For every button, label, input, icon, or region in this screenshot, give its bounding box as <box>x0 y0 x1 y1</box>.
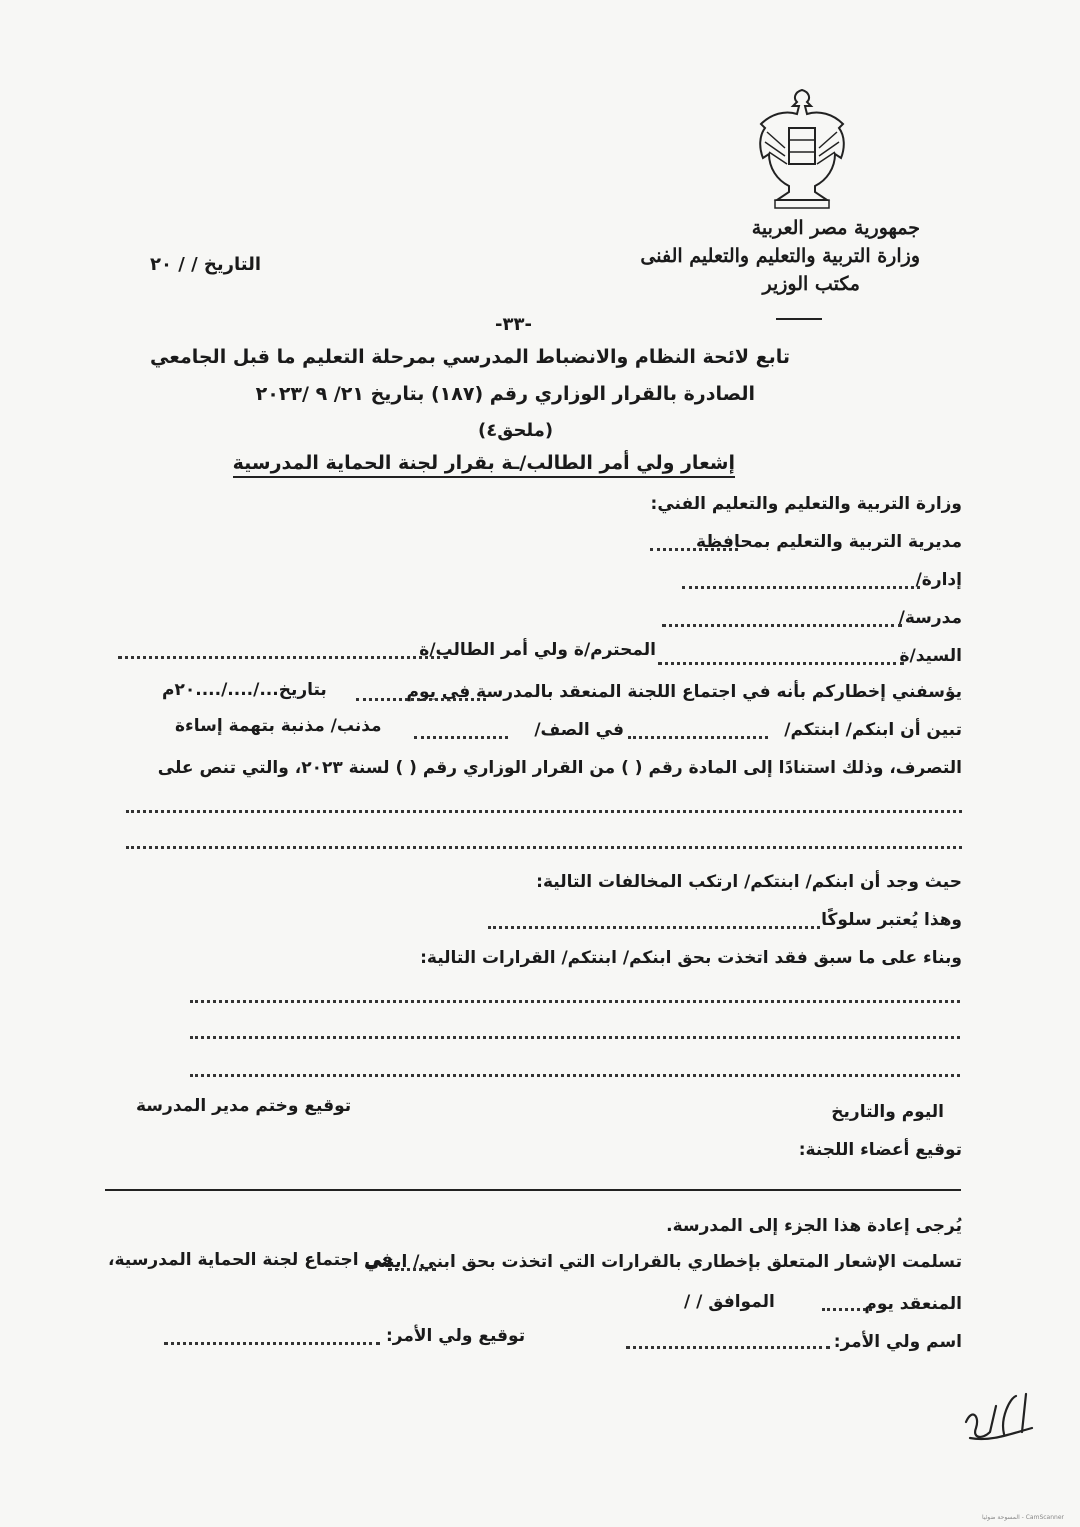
ministry-line-2: وزارة التربية والتعليم والتعليم الفنى <box>640 245 920 267</box>
decisions-line: وبناء على ما سبق فقد اتخذت بحق ابنكم/ ابنتكم/ القرارات التالية: <box>420 948 962 968</box>
considered-label: وهذا يُعتبر سلوكًا <box>821 910 962 930</box>
administration-label: إدارة/ <box>915 570 962 590</box>
mr-label: السيد/ة <box>899 646 962 666</box>
scanner-watermark: CamScanner - المسوحة ضوئيا <box>982 1514 1064 1521</box>
subject-title: إشعار ولي أمر الطالب/ـة بقرار لجنة الحماية المدرسية <box>233 452 735 478</box>
guardian-name-field[interactable] <box>626 1346 830 1349</box>
cut-line <box>105 1189 961 1191</box>
annex-label: (ملحق٤) <box>478 420 554 441</box>
decision-field-1[interactable] <box>190 1000 960 1003</box>
guardian-name-label: اسم ولي الأمر: <box>833 1332 962 1352</box>
respected-label: المحترم/ة ولي أمر الطالب/ة <box>419 640 656 660</box>
title-line-2: الصادرة بالقرار الوزاري رقم (١٨٧) بتاريخ ٢١/ ٩ /٢٠٢٣ <box>255 383 755 405</box>
directorate-label: مديرية التربية والتعليم بمحافظة <box>695 532 962 552</box>
meeting-label: في اجتماع لجنة الحماية المدرسية، <box>108 1250 393 1270</box>
eagle-emblem-icon <box>755 88 849 212</box>
decision-field-3[interactable] <box>190 1074 960 1077</box>
return-note: يُرجى إعادة هذا الجزء إلى المدرسة. <box>666 1216 962 1236</box>
son-name-field[interactable] <box>628 736 768 739</box>
student-name-field[interactable] <box>118 656 448 659</box>
page-number: -٣٣- <box>495 314 532 335</box>
text-field-1[interactable] <box>126 810 962 813</box>
ministry-header <box>640 214 920 298</box>
received-label: تسلمت الإشعار المتعلق بإخطاري بالقرارات التي اتخذت بحق ابني/ ابنتي <box>364 1252 962 1272</box>
ministry-line-3: مكتب الوزير <box>762 273 860 295</box>
day-date-label: اليوم والتاريخ <box>831 1102 944 1122</box>
committee-sign-label: توقيع أعضاء اللجنة: <box>798 1140 962 1160</box>
date-field: التاريخ / / ٢٠ <box>150 254 262 275</box>
guardian-sign-label: توقيع ولي الأمر: <box>386 1326 526 1346</box>
violations-line: حيث وجد أن ابنكم/ ابنتكم/ ارتكب المخالفات التالية: <box>536 872 962 892</box>
decision-field-2[interactable] <box>190 1036 960 1039</box>
found-son-label: تبين أن ابنكم/ ابنتكم/ <box>784 720 962 740</box>
ministry-line: وزارة التربية والتعليم والتعليم الفني: <box>650 494 962 514</box>
held-day-field[interactable] <box>822 1308 872 1311</box>
corresponding-label: الموافق / / <box>684 1292 775 1312</box>
mr-field[interactable] <box>658 662 904 665</box>
title-line-1: تابع لائحة النظام والانضباط المدرسي بمرحلة التعليم ما قبل الجامعي <box>150 346 790 368</box>
held-day-label: المنعقد يوم <box>864 1294 962 1314</box>
notify-line: يؤسفني إخطاركم بأنه في اجتماع اللجنة المنعقد بالمدرسة في يوم <box>406 682 962 702</box>
guardian-sign-field[interactable] <box>164 1342 380 1345</box>
class-field[interactable] <box>414 736 508 739</box>
behavior-field[interactable] <box>488 926 820 929</box>
meeting-date: بتاريخ.../..../....٢٠م <box>162 680 327 700</box>
school-label: مدرسة/ <box>898 608 962 628</box>
received-field[interactable] <box>388 1268 436 1271</box>
class-label: في الصف/ <box>534 720 624 740</box>
principal-sign-label: توقيع وختم مدير المدرسة <box>136 1096 352 1116</box>
accused-label: مذنب/ مذنبة بتهمة إساءة <box>175 716 382 736</box>
directorate-field[interactable] <box>650 548 738 551</box>
ministry-line-1: جمهورية مصر العربية <box>751 217 920 239</box>
text-field-2[interactable] <box>126 846 962 849</box>
header-underline <box>776 318 822 320</box>
meeting-day-field[interactable] <box>356 698 486 701</box>
handwritten-signature-icon <box>960 1388 1040 1448</box>
administration-field[interactable] <box>682 586 920 589</box>
school-field[interactable] <box>662 624 902 627</box>
behavior-line: التصرف، وذلك استنادًا إلى المادة رقم ( ) من القرار الوزاري رقم ( ) لسنة ٢٠٢٣، والتي تنص على <box>157 758 962 778</box>
